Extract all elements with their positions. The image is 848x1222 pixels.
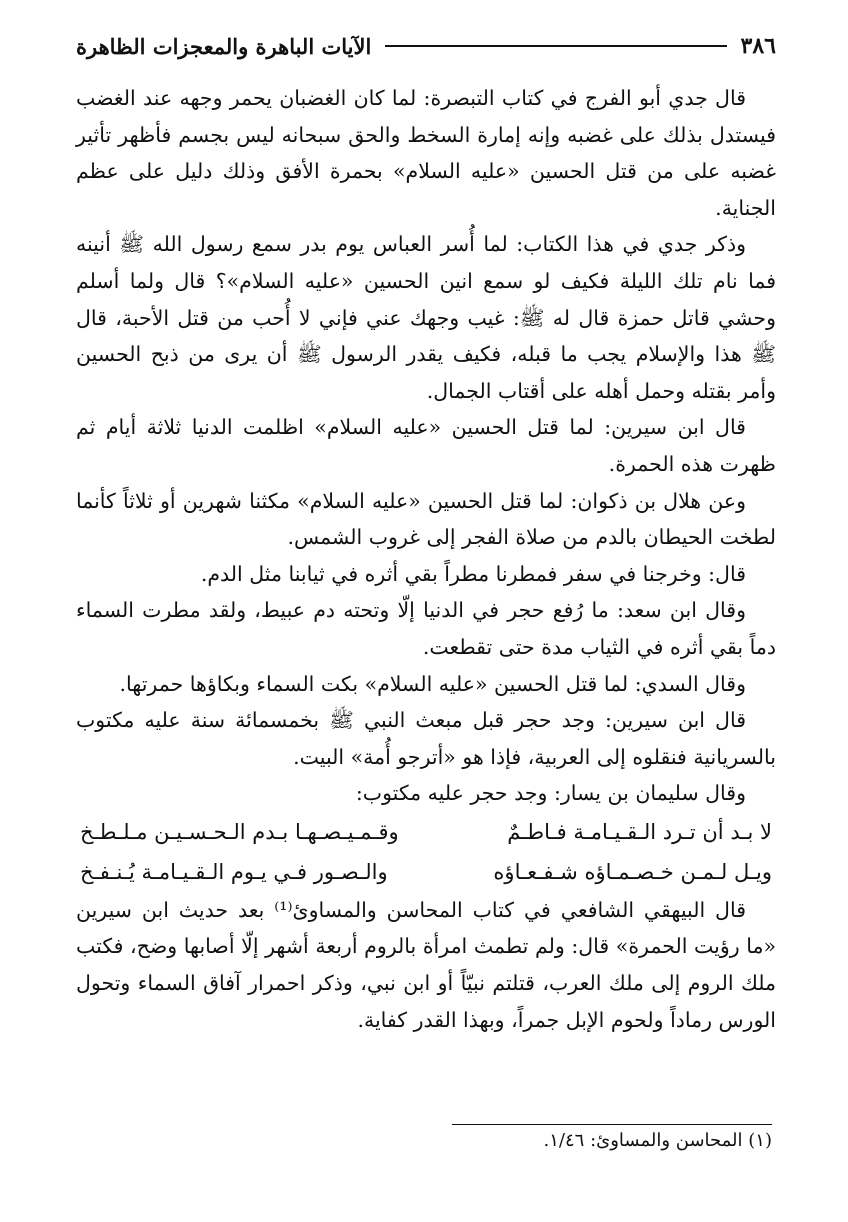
footnote-rule — [452, 1124, 772, 1125]
poem-verse — [76, 852, 776, 892]
running-title: الآيات الباهرة والمعجزات الظاهرة — [76, 33, 372, 59]
paragraph: وقال السدي: لما قتل الحسين «عليه السلام» بكت السماء وبكاؤها حمرتها. — [119, 671, 746, 696]
paragraph: وعن هلال بن ذكوان: لما قتل الحسين «عليه السلام» مكثنا شهرين أو ثلاثاً كأنما لطخت الحيطان بالدم من صلاة الفجر إلى غروب الشمس. — [76, 488, 776, 550]
paragraph: قال ابن سيرين: وجد حجر قبل مبعث النبي ﷺ بخمسمائة سنة عليه مكتوب بالسريانية فنقلوه إلى العربية، فإذا هو «أترجو أُمة» البيت. — [76, 708, 776, 769]
verse-second-hemistich: وقـمـيـصـهـا بـدم الـحـسـيـن مـلـطـخ — [80, 819, 399, 844]
header-rule — [385, 45, 726, 47]
paragraph: وذكر جدي في هذا الكتاب: لما أُسر العباس يوم بدر سمع رسول الله ﷺ أنينه فما نام تلك الليلة فكيف لو سمع انين الحسين «عليه السلام»؟ قال ولما أسلم وحشي قاتل حمزة قال له ﷺ: غيب وجهك عني فإني لا أُحب من قتل الأحبة، قال ﷺ هذا والإسلام يجب ما قبله، فكيف يقدر الرسول ﷺ أن يرى من ذبح الحسين وأمر بقتله وحمل أهله على أقتاب الجمال. — [76, 232, 776, 403]
poem-verse — [76, 812, 776, 852]
paragraph: وقال ابن سعد: ما رُفع حجر في الدنيا إلّا وتحته دم عبيط، ولقد مطرت السماء دماً بقي أثره في الثياب مدة حتى تقطعت. — [76, 598, 776, 659]
paragraph: قال البيهقي الشافعي في كتاب المحاسن والمساوئ⁽¹⁾ بعد حديث ابن سيرين «ما رؤيت الحمرة» قال: ولم تطمث امرأة بالروم أربعة أشهر إلّا أصابها وضح، فكتب ملك الروم إلى ملك العرب، قتلتم نبيّاً أو ابن نبي، وذكر احمرار آفاق السماء وتحول الورس رماداً ولحوم الإبل جمراً، وبهذا القدر كفاية. — [76, 897, 776, 1032]
verse-second-hemistich: والـصـور فـي يـوم الـقـيـامـة يُـنـفـخ — [80, 859, 388, 884]
footnote: (١) المحاسن والمساوئ: ١/٤٦. — [543, 1130, 772, 1151]
verse-first-hemistich: لا بـد أن تـرد الـقـيـامـة فـاطـمٌ — [507, 819, 772, 844]
paragraph: قال جدي أبو الفرج في كتاب التبصرة: لما كان الغضبان يحمر وجهه عند الغضب فيستدل بذلك على غضبه وإنه إمارة السخط والحق سبحانه ليس بجسم فأظهر تأثير غضبه على من قتل الحسين «عليه السلام» بحمرة الأفق وذلك دليل على عظم الجناية. — [76, 86, 776, 220]
page-body — [76, 80, 776, 1038]
page-header — [76, 28, 776, 64]
paragraph: قال ابن سيرين: لما قتل الحسين «عليه السلام» اظلمت الدنيا ثلاثة أيام ثم ظهرت هذه الحمرة. — [76, 415, 776, 476]
paragraph: قال: وخرجنا في سفر فمطرنا مطراً بقي أثره في ثيابنا مثل الدم. — [200, 561, 746, 586]
verse-first-hemistich: ويـل لـمـن خـصـمـاؤه شـفـعـاؤه — [493, 859, 772, 884]
paragraph: وقال سليمان بن يسار: وجد حجر عليه مكتوب: — [355, 781, 746, 806]
page-number: ٣٨٦ — [740, 33, 776, 59]
